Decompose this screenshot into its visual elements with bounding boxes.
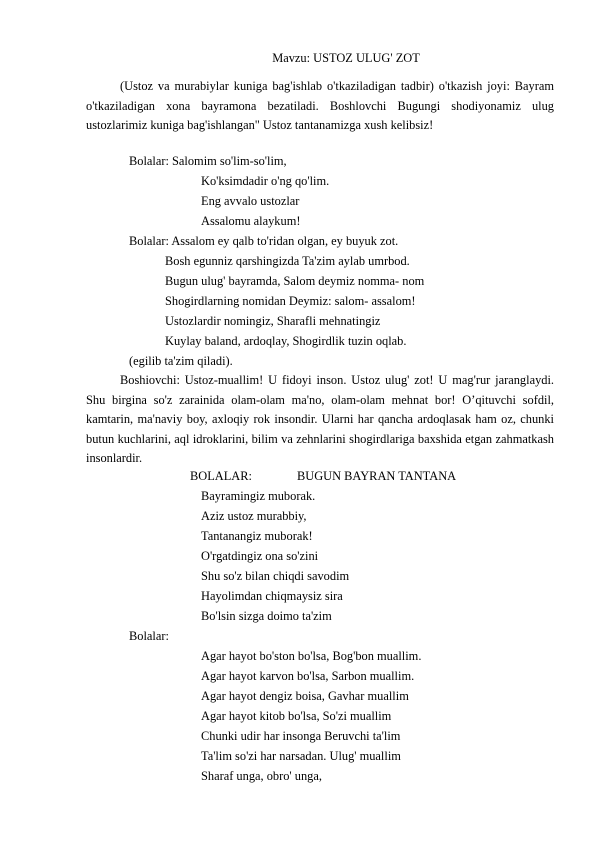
document-title: Mavzu: USTOZ ULUG' ZOT bbox=[272, 51, 420, 65]
verse2-speaker: Bolalar: bbox=[129, 234, 169, 248]
verse-line: Bo'lsin sizga doimo ta'zim bbox=[201, 609, 332, 623]
verse-line: Sharaf unga, obro' unga, bbox=[201, 769, 322, 783]
verse-line: Agar hayot karvon bo'lsa, Sarbon muallim. bbox=[201, 669, 415, 683]
verse3-heading: BUGUN BAYRAN TANTANA bbox=[297, 469, 457, 483]
stage-direction: (egilib ta'zim qiladi). bbox=[129, 354, 233, 368]
verse3-speaker: BOLALAR: bbox=[190, 469, 252, 483]
verse-line: Hayolimdan chiqmaysiz sira bbox=[201, 589, 343, 603]
intro-paragraph bbox=[86, 77, 554, 136]
verse-line: Agar hayot kitob bo'lsa, So'zi muallim bbox=[201, 709, 392, 723]
intro-text: (Ustoz va murabiylar kuniga bag'ishlab o'tkaziladigan tadbir) o'tkazish joyi: Bayram o'tkaziladigan xona bayramona bezatiladi. Boshlovchi Bugungi shodiyonamiz ulug ustozlarimiz kuniga bag'ishlangan" Ustoz tantanamizga xush kelibsiz! bbox=[86, 79, 554, 133]
verse1-speaker: Bolalar: bbox=[129, 154, 169, 168]
host-text: Boshiovchi: Ustoz-muallim! U fidoyi inson. Ustoz ulug' zot! U mag'rur jaranglaydi. Shu birgina so'z zarainida olam-olam ma'no, olam-olam mehnat bor! O’qituvchi sofdil, kamtarin, ma'naviy boy, axloqiy rok insondir. Ularni har qancha ardoqlasak ham oz, chunki butun kuchlarini, aql idroklarini, bilim va zehnlarini shogirdlariga baxshida etgan zahmatkash insonlardir. bbox=[86, 373, 554, 466]
verse-line: Kuylay baland, ardoqlay, Shogirdlik tuzin oqlab. bbox=[165, 334, 407, 348]
verse-line: O'rgatdingiz ona so'zini bbox=[201, 549, 319, 563]
verse1-first-line bbox=[129, 152, 287, 170]
verse-line: Chunki udir har insonga Beruvchi ta'lim bbox=[201, 729, 401, 743]
verse-line: Bayramingiz muborak. bbox=[201, 489, 316, 503]
verse-line: Ko'ksimdadir o'ng qo'lim. bbox=[201, 174, 330, 188]
verse-line: Agar hayot dengiz boisa, Gavhar muallim bbox=[201, 689, 409, 703]
verse-line: Ta'lim so'zi har narsadan. Ulug' muallim bbox=[201, 749, 401, 763]
verse-line: Assalom ey qalb to'ridan olgan, ey buyuk zot. bbox=[171, 234, 399, 248]
verse-line: Tantanangiz muborak! bbox=[201, 529, 313, 543]
host-paragraph bbox=[86, 371, 554, 469]
verse2-first-line bbox=[129, 232, 398, 250]
verse-line: Bosh egunniz qarshingizda Ta'zim aylab umrbod. bbox=[165, 254, 410, 268]
verse-line: Ustozlardir nomingiz, Sharafli mehnatingiz bbox=[165, 314, 381, 328]
verse-line: Shu so'z bilan chiqdi savodim bbox=[201, 569, 350, 583]
verse-line: Aziz ustoz murabbiy, bbox=[201, 509, 307, 523]
verse-line: Shogirdlarning nomidan Deymiz: salom- assalom! bbox=[165, 294, 416, 308]
verse-line: Eng avvalo ustozlar bbox=[201, 194, 300, 208]
verse4-speaker: Bolalar: bbox=[129, 629, 169, 643]
verse-line: Bugun ulug' bayramda, Salom deymiz nomma- nom bbox=[165, 274, 425, 288]
verse-line: Salomim so'lim-so'lim, bbox=[172, 154, 287, 168]
verse-line: Agar hayot bo'ston bo'lsa, Bog'bon muallim. bbox=[201, 649, 422, 663]
verse-line: Assalomu alaykum! bbox=[201, 214, 301, 228]
